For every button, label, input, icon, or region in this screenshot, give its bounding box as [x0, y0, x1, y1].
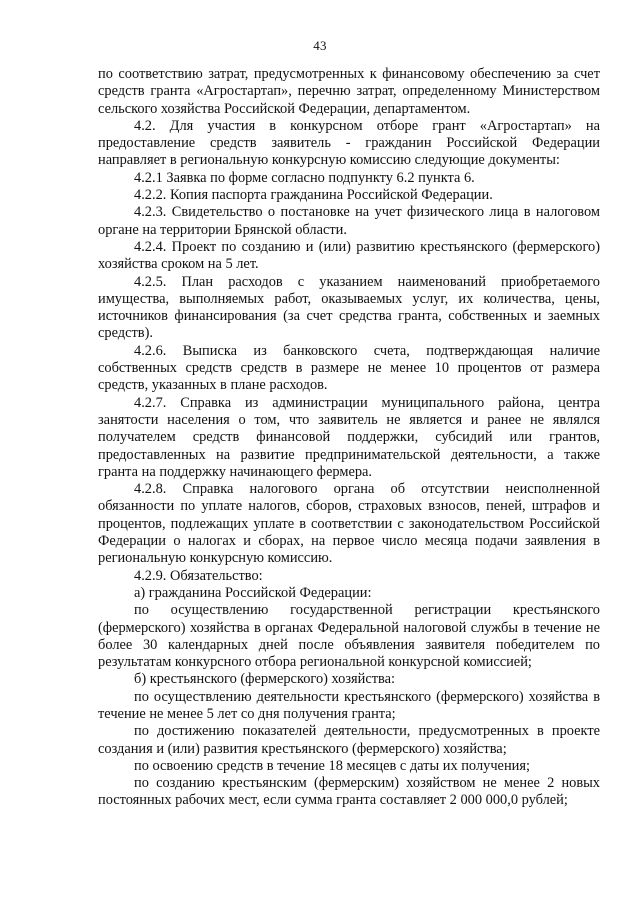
document-body	[98, 66, 600, 810]
paragraph-section-4-2: 4.2. Для участия в конкурсном отборе грант «Агростартап» на предоставление средств заявитель - гражданин Российской Федерации направляет в региональную конкурсную комиссию следующие документы:	[98, 117, 600, 169]
paragraph-item-4-2-9: 4.2.9. Обязательство:	[134, 567, 263, 584]
paragraph-item-4-2-4: 4.2.4. Проект по созданию и (или) развитию крестьянского (фермерского) хозяйства сроком на 5 лет.	[98, 238, 600, 273]
paragraph-item-4-2-7: 4.2.7. Справка из администрации муниципального района, центра занятости населения о том, что заявитель не является и ранее не являлся получателем средств финансовой поддержки, субсидий или грантов, предоставленных на развитие предпринимательской деятельности, а также гранта на поддержку начинающего фермера.	[98, 394, 600, 480]
paragraph-item-4-2-2: 4.2.2. Копия паспорта гражданина Российской Федерации.	[134, 187, 493, 204]
paragraph: по осуществлению государственной регистрации крестьянского (фермерского) хозяйства в органах Федеральной налоговой службы в течение не более 30 календарных дней после объявления заявителя победителем по результатам конкурсного отбора региональной конкурсной комиссией;	[98, 602, 600, 671]
paragraph-subitem-a: а) гражданина Российской Федерации:	[134, 584, 372, 601]
paragraph: по соответствию затрат, предусмотренных к финансовому обеспечению за счет средств гранта «Агростартап», перечню затрат, определенному Министерством сельского хозяйства Российской Федерации, департаментом.	[98, 66, 600, 117]
paragraph-item-4-2-6: 4.2.6. Выписка из банковского счета, подтверждающая наличие собственных средств средств в размере не менее 10 процентов от размера средств, указанных в плане расходов.	[98, 342, 600, 394]
paragraph: по достижению показателей деятельности, предусмотренных в проекте создания и (или) развития крестьянского (фермерского) хозяйства;	[98, 723, 600, 757]
page-number: 43	[313, 38, 327, 53]
paragraph-item-4-2-1: 4.2.1 Заявка по форме согласно подпункту 6.2 пункта 6.	[134, 169, 475, 186]
paragraph-item-4-2-5: 4.2.5. План расходов с указанием наименований приобретаемого имущества, выполняемых работ, оказываемых услуг, их количества, цены, источников финансирования (за счет средства гранта, собственных и заемных средств).	[98, 273, 600, 342]
paragraph: по освоению средств в течение 18 месяцев с даты их получения;	[134, 757, 530, 774]
paragraph-item-4-2-8: 4.2.8. Справка налогового органа об отсутствии неисполненной обязанности по уплате налогов, сборов, страховых взносов, пеней, штрафов и процентов, подлежащих уплате в соответствии с законодательством Российской Федерации о налогах и сборах, на первое число месяца подачи заявления в региональную конкурсную комиссию.	[98, 481, 600, 567]
paragraph: по осуществлению деятельности крестьянского (фермерского) хозяйства в течение не менее 5 лет со дня получения гранта;	[98, 688, 600, 722]
paragraph-subitem-b: б) крестьянского (фермерского) хозяйства:	[134, 671, 396, 688]
paragraph: по созданию крестьянским (фермерским) хозяйством не менее 2 новых постоянных рабочих мест, если сумма гранта составляет 2 000 000,0 рублей;	[98, 775, 600, 809]
paragraph-item-4-2-3: 4.2.3. Свидетельство о постановке на учет физического лица в налоговом органе на территории Брянской области.	[98, 204, 600, 238]
